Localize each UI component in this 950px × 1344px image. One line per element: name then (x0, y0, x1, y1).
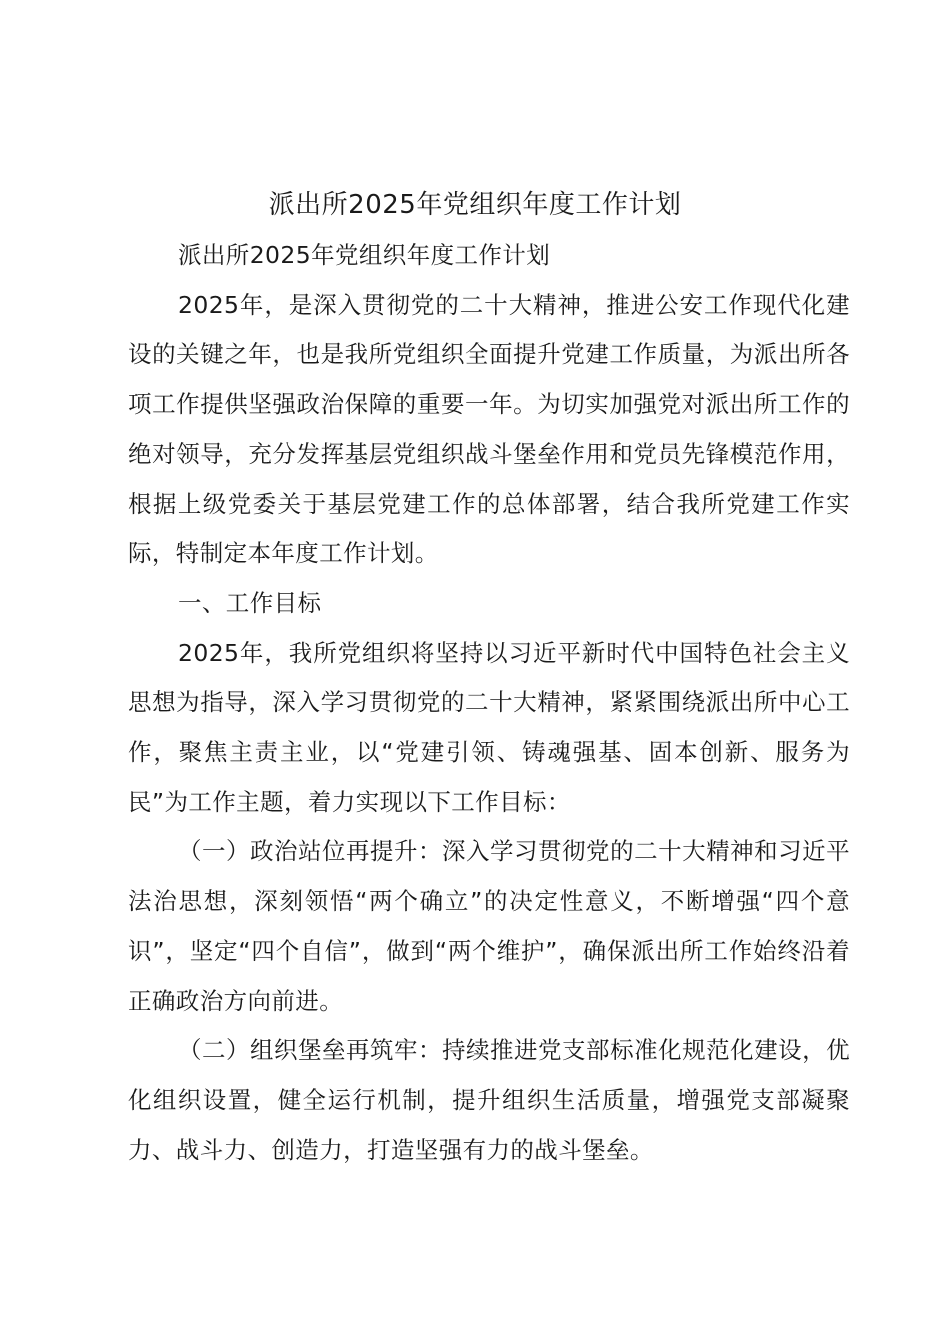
paragraph-goal-political: （一）政治站位再提升：深入学习贯彻党的二十大精神和习近平法治思想，深刻领悟“两个确立”的决定性意义，不断增强“四个意识”，坚定“四个自信”，做到“两个维护”，确保派出所工作始终沿着正确政治方向前进。 (128, 837, 850, 1015)
paragraph-intro: 2025年，是深入贯彻党的二十大精神，推进公安工作现代化建设的关键之年，也是我所党组织全面提升党建工作质量，为派出所各项工作提供坚强政治保障的重要一年。为切实加强党对派出所工作的绝对领导，充分发挥基层党组织战斗堡垒作用和党员先锋模范作用，根据上级党委关于基层党建工作的总体部署，结合我所党建工作实际，特制定本年度工作计划。 (128, 290, 850, 568)
document-title: 派出所2025年党组织年度工作计划 (268, 190, 682, 220)
paragraph-goals: 2025年，我所党组织将坚持以习近平新时代中国特色社会主义思想为指导，深入学习贯彻党的二十大精神，紧紧围绕派出所中心工作，聚焦主责主业，以“党建引领、铸魂强基、固本创新、服务为民”为工作主题，着力实现以下工作目标： (128, 638, 850, 816)
document-body (128, 231, 850, 1175)
paragraph-goal-organization: （二）组织堡垒再筑牢：持续推进党支部标准化规范化建设，优化组织设置，健全运行机制，提升组织生活质量，增强党支部凝聚力、战斗力、创造力，打造坚强有力的战斗堡垒。 (128, 1036, 850, 1164)
paragraph-subtitle: 派出所2025年党组织年度工作计划 (178, 241, 551, 269)
section-heading-goals: 一、工作目标 (178, 588, 322, 617)
